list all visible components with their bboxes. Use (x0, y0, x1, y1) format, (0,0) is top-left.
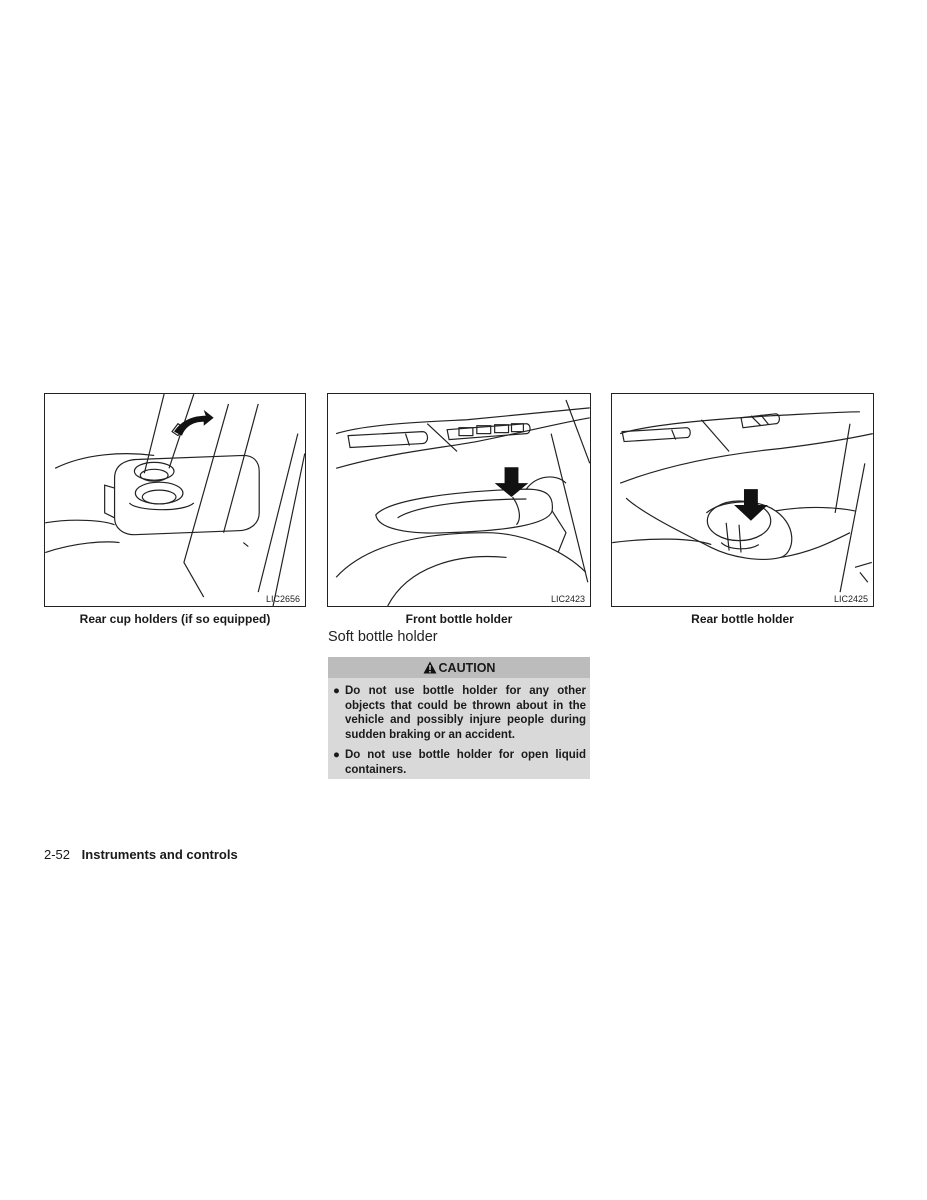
bullet: ● (333, 749, 340, 761)
rear-cup-holder-illustration (45, 394, 305, 606)
bullet: ● (333, 685, 340, 697)
caution-box (328, 657, 590, 779)
list-item (332, 684, 586, 742)
caution-header (328, 657, 590, 678)
caution-item-text: Do not use bottle holder for any other objects that could be thrown about in the vehicle and possibly injure people during sudden braking or an accident. (345, 685, 586, 741)
figure-caption-rear-bottle-holder: Rear bottle holder (691, 612, 794, 626)
figure-caption-rear-cup-holders: Rear cup holders (if so equipped) (79, 612, 271, 626)
caution-item-text: Do not use bottle holder for open liquid containers. (345, 749, 586, 776)
front-bottle-holder-illustration (328, 394, 590, 606)
figure-code: LIC2425 (833, 594, 868, 604)
rear-bottle-holder-illustration (612, 394, 873, 606)
figure-code: LIC2423 (550, 594, 585, 604)
chapter-title: Instruments and controls (81, 847, 238, 862)
page-number: 2-52 (44, 847, 71, 862)
figure-rear-bottle-holder (611, 393, 874, 607)
page-footer (44, 847, 238, 862)
list-item (332, 748, 586, 777)
figure-front-bottle-holder (327, 393, 591, 607)
section-heading: Soft bottle holder (328, 629, 438, 645)
figure-code: LIC2656 (265, 594, 300, 604)
figure-rear-cup-holders (44, 393, 306, 607)
caution-title: CAUTION (438, 660, 496, 675)
warning-triangle-icon (423, 661, 437, 674)
caution-list (328, 678, 590, 777)
figure-caption-front-bottle-holder: Front bottle holder (405, 612, 513, 626)
